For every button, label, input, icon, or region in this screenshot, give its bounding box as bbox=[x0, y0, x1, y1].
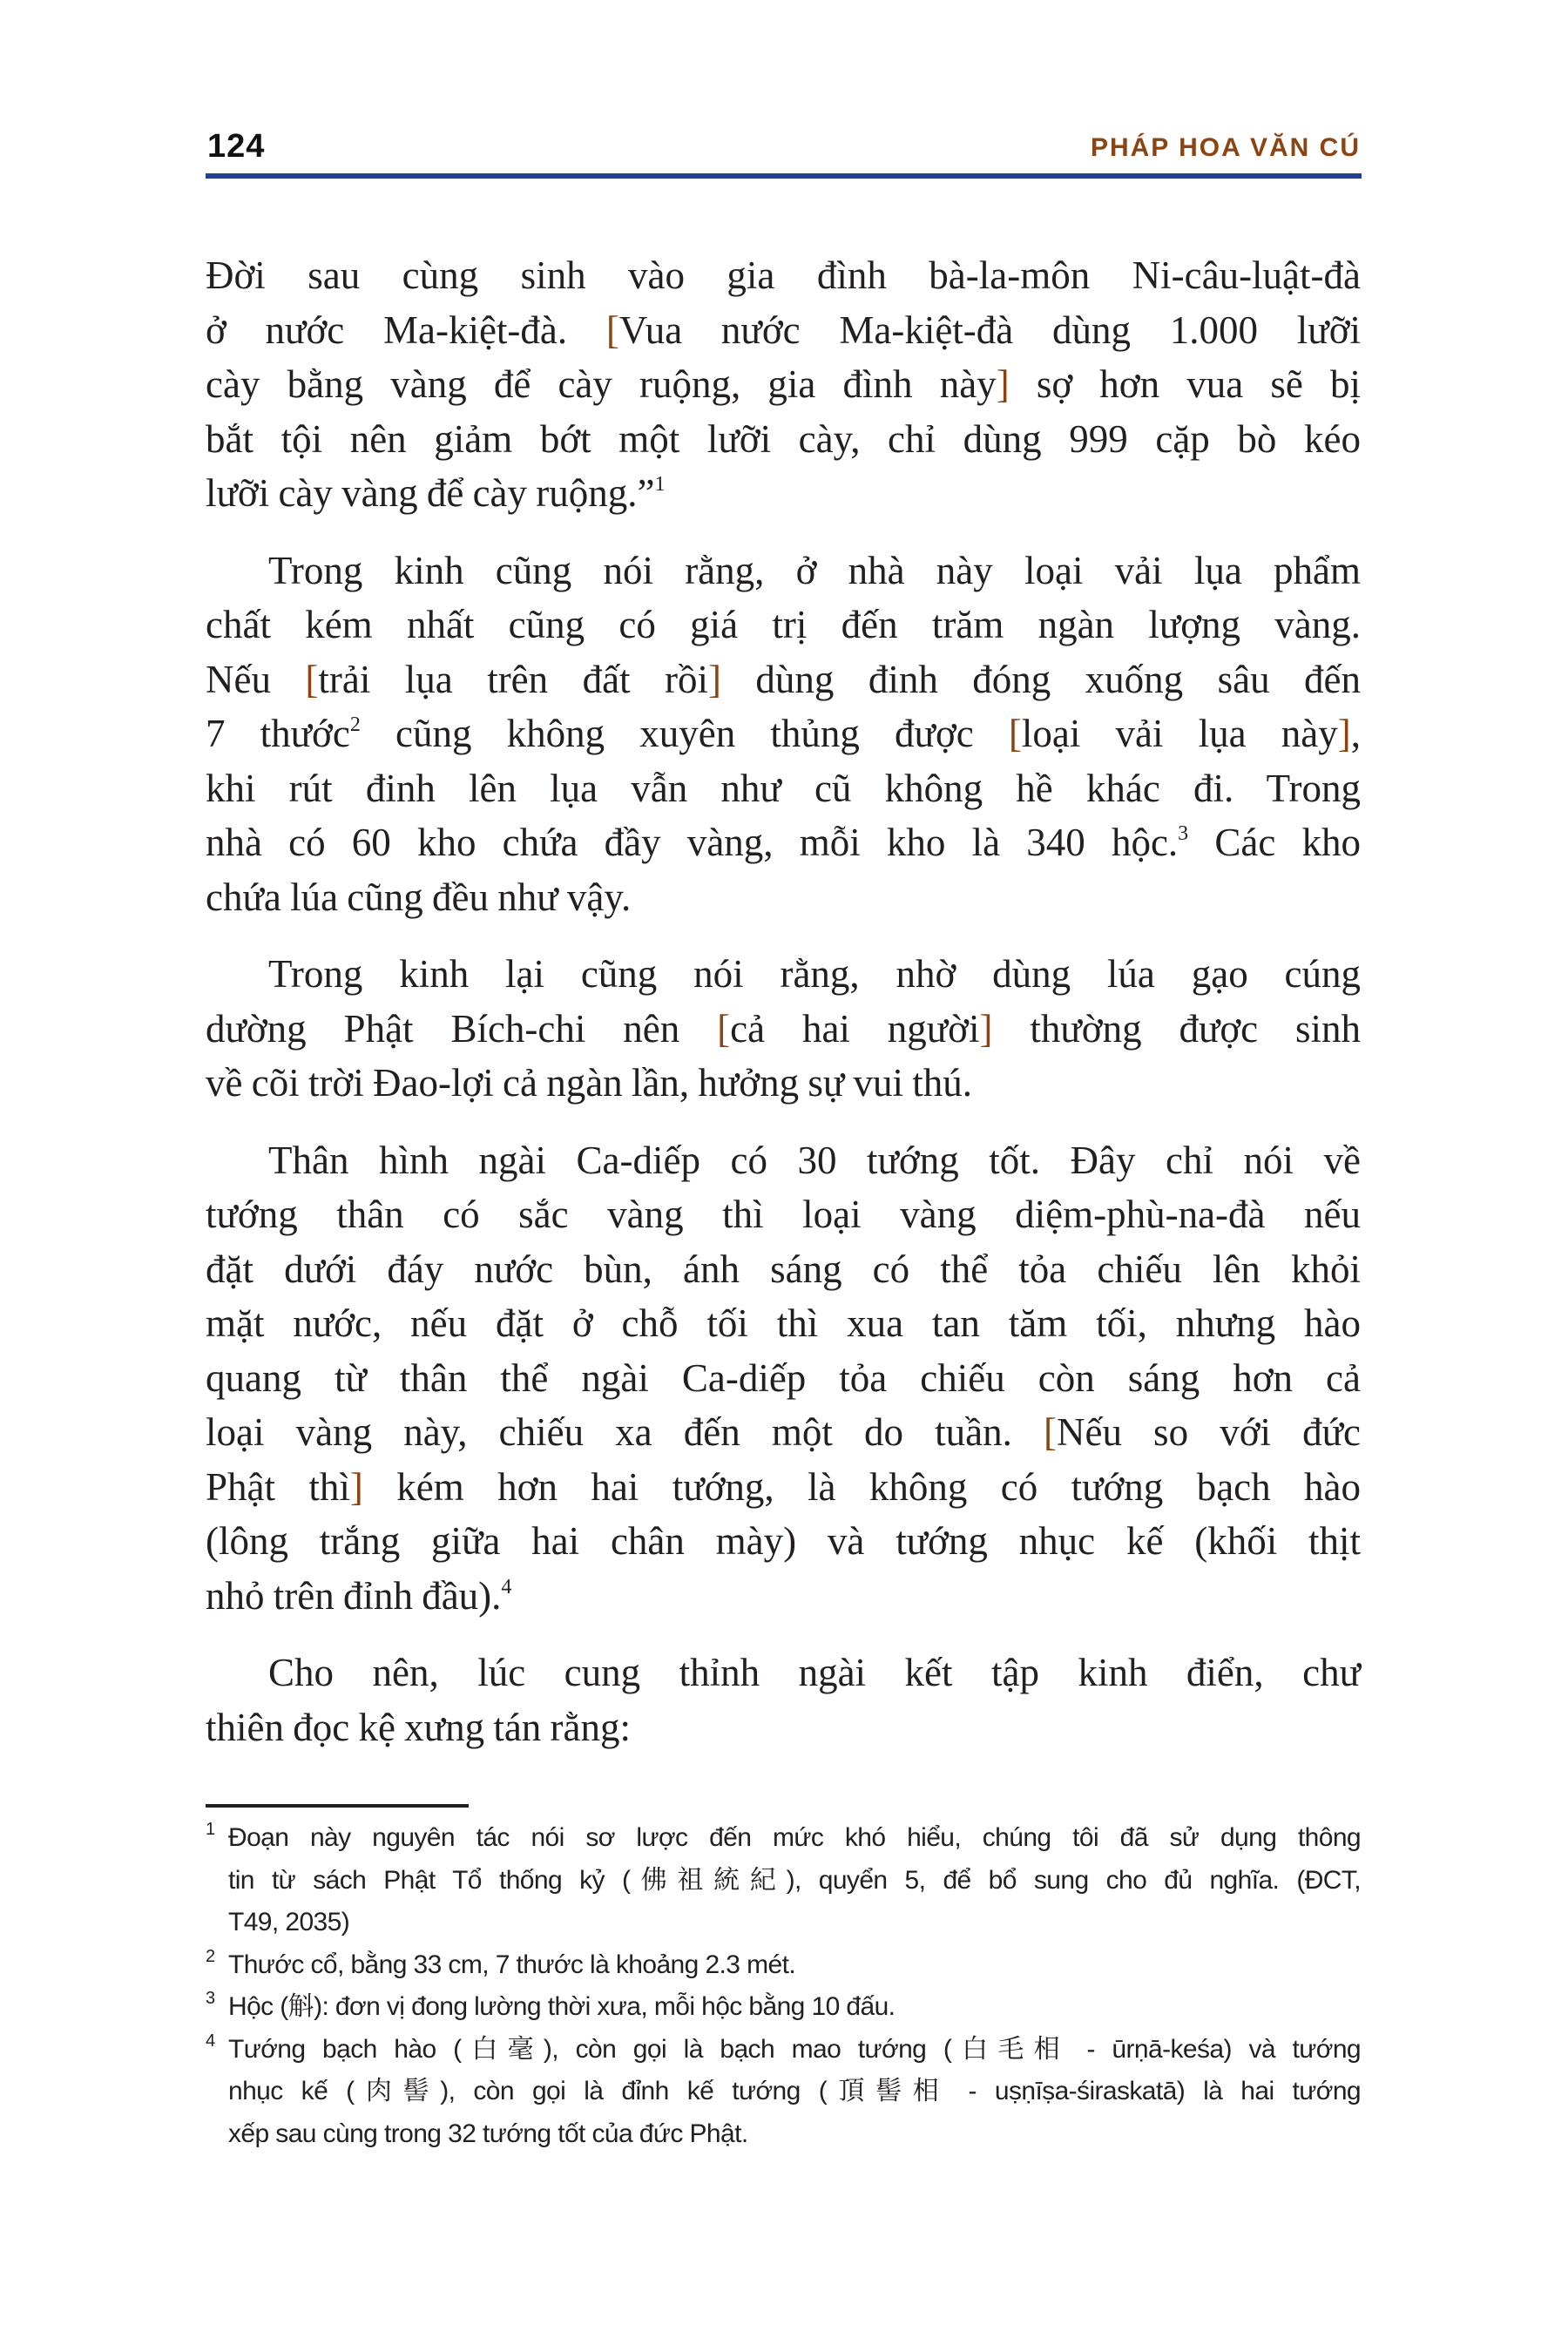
text-line bbox=[206, 1242, 1361, 1297]
text-line bbox=[206, 870, 1361, 925]
footnote-number: 2 bbox=[206, 1946, 216, 1966]
footnote-text-line: xếp sau cùng trong 32 tướng tốt của đức Phật. bbox=[228, 2119, 748, 2148]
footnote-reference: 3 bbox=[1178, 822, 1189, 845]
text-run: dường Phật Bích-chi nên bbox=[206, 1006, 718, 1051]
footnote-number: 1 bbox=[206, 1820, 216, 1839]
editorial-bracket: ] bbox=[979, 1006, 993, 1051]
text-line bbox=[206, 1460, 1361, 1515]
text-run: quang từ thân thể ngài Ca-diếp tỏa chiếu còn sáng hơn cả bbox=[206, 1355, 1361, 1400]
text-run: ở nước Ma-kiệt-đà. bbox=[206, 308, 606, 352]
editorial-bracket: ] bbox=[349, 1464, 363, 1509]
text-run: thường được sinh bbox=[992, 1006, 1361, 1051]
text-run: bắt tội nên giảm bớt một lưỡi cày, chỉ dùng 999 cặp bò kéo bbox=[206, 416, 1361, 461]
footnotes bbox=[206, 1817, 1361, 2155]
text-run: Phật thì bbox=[206, 1464, 350, 1509]
text-run: , bbox=[1350, 712, 1361, 755]
text-run: sợ hơn vua sẽ bị bbox=[1009, 362, 1361, 406]
footnote-text-line: Thước cổ, bằng 33 cm, 7 thước là khoảng 2.3 mét. bbox=[228, 1950, 796, 1979]
text-run: Nếu bbox=[206, 657, 306, 701]
editorial-bracket: ] bbox=[1337, 712, 1351, 755]
text-run: về cõi trời Đao-lợi cả ngàn lần, hưởng sự vui thú. bbox=[206, 1061, 972, 1105]
editorial-bracket: [ bbox=[717, 1006, 731, 1051]
footnote-number: 3 bbox=[206, 1989, 216, 2008]
footnote-text-line: Hộc (斛): đơn vị đong lường thời xưa, mỗi hộc bằng 10 đấu. bbox=[228, 1992, 896, 2021]
text-line bbox=[206, 1056, 1361, 1111]
text-line bbox=[206, 1002, 1361, 1057]
text-line bbox=[206, 357, 1361, 412]
text-run: lưỡi cày vàng để cày ruộng.” bbox=[206, 471, 655, 515]
paragraph bbox=[206, 248, 1361, 521]
running-title: PHÁP HOA VĂN CÚ bbox=[1090, 133, 1361, 162]
paragraph bbox=[206, 1646, 1361, 1754]
text-run: khi rút đinh lên lụa vẫn như cũ không hề khác đi. Trong bbox=[206, 766, 1361, 810]
text-run: Các kho bbox=[1188, 821, 1361, 864]
text-run: chất kém nhất cũng có giá trị đến trăm ngàn lượng vàng. bbox=[206, 603, 1361, 646]
text-line bbox=[206, 1133, 1361, 1188]
text-run: 7 thước bbox=[206, 712, 350, 755]
footnote bbox=[206, 2029, 1361, 2156]
text-line bbox=[206, 1646, 1361, 1700]
text-run: Trong kinh lại cũng nói rằng, nhờ dùng lúa gạo cúng bbox=[268, 952, 1361, 996]
text-line bbox=[206, 248, 1361, 303]
text-run: Trong kinh cũng nói rằng, ở nhà này loại vải lụa phẩm bbox=[268, 548, 1361, 592]
text-line bbox=[206, 466, 1361, 521]
page-number: 124 bbox=[207, 128, 266, 165]
footnote-text-line: Đoạn này nguyên tác nói sơ lược đến mức khó hiểu, chúng tôi đã sử dụng thông bbox=[228, 1823, 1361, 1852]
paragraph bbox=[206, 1133, 1361, 1624]
text-run: kém hơn hai tướng, là không có tướng bạch hào bbox=[362, 1464, 1361, 1509]
text-run: nhà có 60 kho chứa đầy vàng, mỗi kho là 340 hộc. bbox=[206, 821, 1179, 864]
editorial-bracket: [ bbox=[305, 657, 319, 701]
footnote-divider bbox=[206, 1804, 469, 1808]
text-line bbox=[206, 1296, 1361, 1351]
text-line bbox=[206, 947, 1361, 1002]
editorial-bracket: [ bbox=[1008, 712, 1022, 755]
text-run: mặt nước, nếu đặt ở chỗ tối thì xua tan tăm tối, nhưng hào bbox=[206, 1301, 1361, 1345]
text-line bbox=[206, 1187, 1361, 1242]
text-run: Cho nên, lúc cung thỉnh ngài kết tập kinh điển, chư bbox=[268, 1651, 1361, 1694]
text-line bbox=[206, 598, 1361, 652]
footnote-number: 4 bbox=[206, 2031, 216, 2051]
body-text bbox=[206, 248, 1361, 1777]
text-line bbox=[206, 412, 1361, 467]
editorial-bracket: ] bbox=[707, 657, 721, 701]
header-rule bbox=[206, 173, 1362, 179]
text-run: Đời sau cùng sinh vào gia đình bà-la-môn Ni-câu-luật-đà bbox=[206, 253, 1361, 297]
footnote-text-line: nhục kế (肉髻), còn gọi là đỉnh kế tướng (頂髻相 - uṣṇīṣa-śiraskatā) là hai tướng bbox=[228, 2077, 1361, 2105]
text-run: loại vàng này, chiếu xa đến một do tuần. bbox=[206, 1410, 1044, 1454]
text-run: loại vải lụa này bbox=[1021, 712, 1338, 755]
text-run: cả hai người bbox=[730, 1006, 980, 1051]
text-run: cày bằng vàng để cày ruộng, gia đình này bbox=[206, 362, 997, 406]
text-run: tướng thân có sắc vàng thì loại vàng diệm-phù-na-đà nếu bbox=[206, 1193, 1361, 1236]
footnote-text-line: Tướng bạch hào (白毫), còn gọi là bạch mao tướng (白毛相 - ūrṇā-keśa) và tướng bbox=[228, 2034, 1361, 2064]
footnote bbox=[206, 1944, 1361, 1987]
text-line bbox=[206, 761, 1361, 816]
editorial-bracket: [ bbox=[1043, 1410, 1057, 1454]
text-run: nhỏ trên đỉnh đầu). bbox=[206, 1573, 502, 1618]
footnote-reference: 2 bbox=[349, 713, 361, 736]
editorial-bracket: ] bbox=[996, 362, 1010, 406]
text-run: chứa lúa cũng đều như vậy. bbox=[206, 875, 632, 919]
text-run: Nếu so với đức bbox=[1056, 1410, 1361, 1454]
footnote-reference: 4 bbox=[501, 1575, 512, 1598]
text-run: Vua nước Ma-kiệt-đà dùng 1.000 lưỡi bbox=[618, 308, 1361, 352]
text-line bbox=[206, 706, 1361, 761]
text-run: đặt dưới đáy nước bùn, ánh sáng có thể tỏa chiếu lên khỏi bbox=[206, 1247, 1361, 1291]
text-line bbox=[206, 1351, 1361, 1406]
text-line bbox=[206, 815, 1361, 870]
footnote bbox=[206, 1817, 1361, 1944]
footnote bbox=[206, 1986, 1361, 2029]
text-line bbox=[206, 1514, 1361, 1569]
text-run: cũng không xuyên thủng được bbox=[360, 712, 1009, 755]
footnote-reference: 1 bbox=[654, 473, 666, 496]
text-line bbox=[206, 1700, 1361, 1755]
paragraph bbox=[206, 544, 1361, 925]
text-line bbox=[206, 1405, 1361, 1460]
text-line bbox=[206, 652, 1361, 707]
editorial-bracket: [ bbox=[605, 308, 619, 352]
text-run: dùng đinh đóng xuống sâu đến bbox=[720, 657, 1361, 701]
footnote-text-line: T49, 2035) bbox=[228, 1908, 350, 1936]
text-run: thiên đọc kệ xưng tán rằng: bbox=[206, 1705, 632, 1749]
text-run: trải lụa trên đất rồi bbox=[318, 657, 708, 701]
footnote-text-line: tin từ sách Phật Tổ thống kỷ (佛祖統紀), quyển 5, để bổ sung cho đủ nghĩa. (ĐCT, bbox=[228, 1865, 1361, 1895]
paragraph bbox=[206, 947, 1361, 1111]
text-line bbox=[206, 544, 1361, 598]
text-run: (lông trắng giữa hai chân mày) và tướng nhục kế (khối thịt bbox=[206, 1519, 1361, 1563]
text-line bbox=[206, 303, 1361, 358]
text-line bbox=[206, 1569, 1361, 1624]
text-run: Thân hình ngài Ca-diếp có 30 tướng tốt. Đây chỉ nói về bbox=[268, 1138, 1361, 1182]
